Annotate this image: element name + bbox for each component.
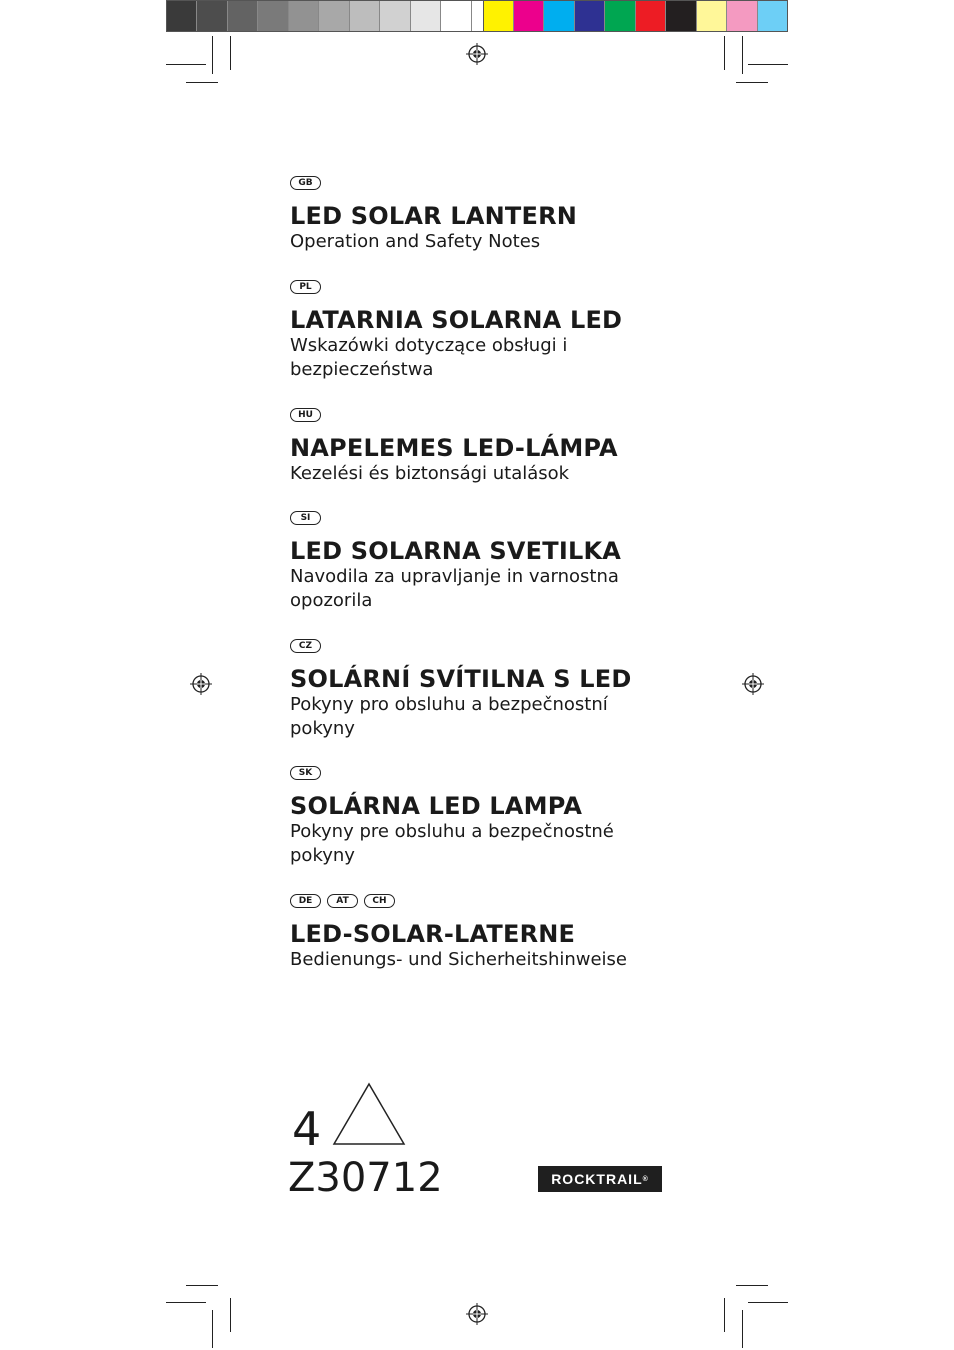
product-number: 4 — [292, 1102, 322, 1156]
country-badge: DE — [290, 894, 321, 908]
crop-mark — [748, 1302, 788, 1303]
country-badges — [290, 176, 710, 192]
crop-mark — [166, 64, 206, 65]
section-de-at-ch — [290, 894, 710, 972]
gray-swatch — [197, 1, 227, 31]
product-title: LED SOLAR LANTERN — [290, 202, 578, 230]
color-calibration-bar — [166, 0, 788, 32]
country-badge: GB — [290, 176, 321, 190]
gray-swatch — [411, 1, 441, 31]
gray-swatch — [167, 1, 197, 31]
language-sections — [290, 176, 710, 972]
product-subtitle: Wskazówki dotyczące obsługi i bezpieczeństwa — [290, 335, 568, 380]
gray-swatch — [350, 1, 380, 31]
product-subtitle: Pokyny pre obsluhu a bezpečnostné pokyny — [290, 821, 614, 866]
gray-swatch — [319, 1, 349, 31]
product-title: SOLÁRNA LED LAMPA — [290, 792, 583, 820]
crop-mark — [186, 82, 218, 83]
country-badge: SI — [290, 511, 321, 525]
product-subtitle: Operation and Safety Notes — [290, 231, 541, 252]
registration-mark-icon — [190, 673, 212, 695]
swatch-gap — [472, 1, 484, 31]
gray-swatch — [289, 1, 319, 31]
product-title: LED SOLARNA SVETILKA — [290, 537, 622, 565]
country-badges — [290, 639, 710, 655]
section-gb — [290, 176, 710, 280]
product-subtitle: Navodila za upravljanje in varnostna opozorila — [290, 566, 619, 611]
color-swatch — [758, 1, 787, 31]
country-badge: PL — [290, 280, 321, 294]
country-badges — [290, 408, 710, 424]
crop-mark — [742, 1310, 743, 1348]
product-title: NAPELEMES LED-LÁMPA — [290, 434, 618, 462]
color-swatch — [514, 1, 544, 31]
gray-swatch — [258, 1, 288, 31]
crop-mark — [742, 36, 743, 74]
section-hu — [290, 408, 710, 511]
country-badges — [290, 894, 710, 910]
crop-mark — [748, 64, 788, 65]
color-swatch — [605, 1, 635, 31]
product-subtitle: Pokyny pro obsluhu a bezpečnostní pokyny — [290, 694, 608, 739]
registration-mark-icon — [742, 673, 764, 695]
registration-mark-icon — [466, 43, 488, 65]
gray-swatch — [228, 1, 258, 31]
country-badge: SK — [290, 766, 321, 780]
country-badge: AT — [327, 894, 358, 908]
registered-mark: ® — [642, 1175, 649, 1183]
country-badge: CH — [364, 894, 395, 908]
crop-mark — [186, 1285, 218, 1286]
brand-name: ROCKTRAIL — [551, 1171, 643, 1187]
product-title: LED-SOLAR-LATERNE — [290, 920, 576, 948]
section-cz — [290, 639, 710, 766]
section-pl — [290, 280, 710, 408]
product-title: LATARNIA SOLARNA LED — [290, 306, 623, 334]
color-swatch — [666, 1, 696, 31]
color-swatch — [484, 1, 514, 31]
product-subtitle: Kezelési és biztonsági utalások — [290, 463, 570, 484]
section-si — [290, 511, 710, 639]
product-subtitle: Bedienungs- und Sicherheitshinweise — [290, 949, 628, 970]
crop-mark — [736, 82, 768, 83]
color-swatch — [575, 1, 605, 31]
registration-mark-icon — [466, 1303, 488, 1325]
brand-logo — [538, 1166, 662, 1192]
crop-mark — [230, 1298, 231, 1332]
country-badge: HU — [290, 408, 321, 422]
gray-swatch — [380, 1, 410, 31]
country-badges — [290, 280, 710, 296]
crop-mark — [212, 36, 213, 74]
color-swatch — [636, 1, 666, 31]
crop-mark — [724, 36, 725, 70]
crop-mark — [166, 1302, 206, 1303]
crop-mark — [212, 1310, 213, 1348]
crop-mark — [736, 1285, 768, 1286]
product-title: SOLÁRNÍ SVÍTILNA S LED — [290, 665, 632, 693]
gray-swatch — [441, 1, 471, 31]
crop-mark — [230, 36, 231, 70]
color-swatch — [544, 1, 574, 31]
triangle-icon — [332, 1082, 406, 1146]
section-sk — [290, 766, 710, 894]
color-swatch — [697, 1, 727, 31]
country-badges — [290, 511, 710, 527]
country-badges — [290, 766, 710, 782]
color-swatch — [727, 1, 757, 31]
country-badge: CZ — [290, 639, 321, 653]
product-code: Z30712 — [288, 1155, 443, 1201]
crop-mark — [724, 1298, 725, 1332]
